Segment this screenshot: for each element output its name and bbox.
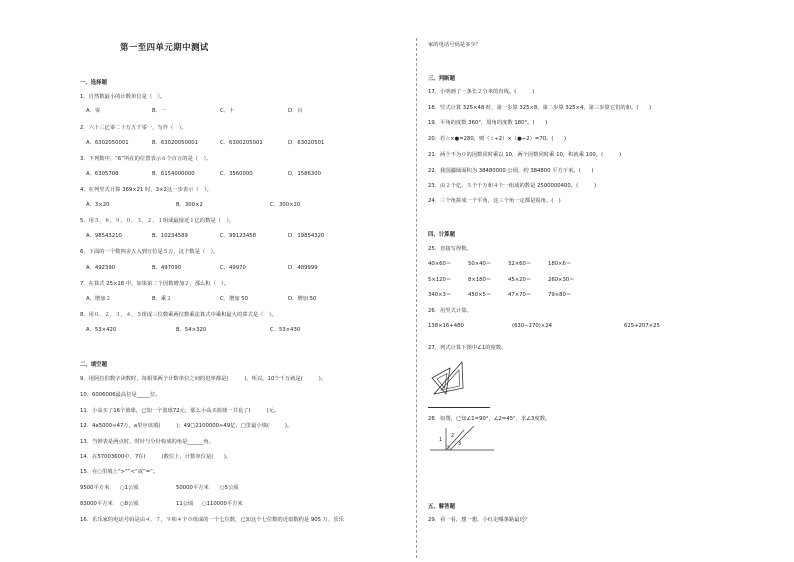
question-7: 7．在算式 25×18 中，如果第二个因数增加２，那么积（ ）。 xyxy=(80,281,230,287)
question-4: 4．在列竖式计算 369×21 时，3×2这一步表示（ ）。 xyxy=(80,187,212,193)
option: A．492390 xyxy=(86,265,116,271)
compare-item: 11公顷 xyxy=(176,501,194,507)
question-16-continued: 家的电话号码是多少？ xyxy=(428,42,481,48)
option: D．63020501 xyxy=(288,140,325,146)
compare-item: ○8公顷 xyxy=(120,501,139,507)
question-16: 16．乐乐家的电话号码是由４，７，９和４个０组成的一个七位数，已知这个七位数的近似数约是 905 万，乐乐 xyxy=(80,517,344,523)
calc-cell: 32×60＝ xyxy=(508,261,532,267)
compare-item: ○5公顷 xyxy=(220,485,239,491)
question-26: 26．用竖式计算。 xyxy=(428,308,472,314)
question-18: 18．竖式计算 325×48 时，第一步算 325×8，第二步算 325×4，第三步算它们的和。( ) xyxy=(428,105,652,111)
question-3: 3．下列数中，“6”所在的位置表示６个百万的是（ ）。 xyxy=(80,156,212,162)
page-title: 第一至四单元期中测试 xyxy=(120,42,209,52)
option: C．6300205001 xyxy=(220,140,263,146)
option: B．63020050001 xyxy=(152,140,199,146)
question-11: 11．小高买了16个篮球，已知一个篮球72元，那么小高买篮球一共花了( )元。 xyxy=(80,408,280,414)
question-27: 27．列式计算下图中∠1的度数。 xyxy=(428,345,507,351)
column-divider xyxy=(416,38,417,558)
angle-label-2: 2 xyxy=(451,433,455,439)
option: C．3560000 xyxy=(220,171,253,177)
vertical-calc: 138×16+480 xyxy=(428,323,464,329)
question-17: 17．小明画了一条长２分米的直线。( ) xyxy=(428,89,535,95)
vertical-calc: 625+207×25 xyxy=(624,323,660,329)
section-judge: 三、判断题 xyxy=(428,76,455,82)
option: D．489999 xyxy=(288,265,318,271)
calc-cell: 5×120＝ xyxy=(428,277,452,283)
option: A．53×420 xyxy=(86,327,117,333)
question-15: 15．在○里填上“>”“<”或“=”。 xyxy=(80,469,159,475)
calc-cell: 8×180＝ xyxy=(468,277,492,283)
question-20: 20．若☆×●=280，则（☆÷2）×（●÷2）=70。( ) xyxy=(428,136,567,142)
option: C．300×20 xyxy=(270,202,301,208)
question-13: 13．当钟表是两点时，时针与分针构成的角是______角。 xyxy=(80,439,214,445)
section-fill: 二、填空题 xyxy=(80,362,107,368)
option: C．49970 xyxy=(220,265,246,271)
section-calc: 四、计算题 xyxy=(428,232,455,238)
question-8: 8．用０，２，３，４，５组成三位数乘两位数乘法算式中乘积最大的算式是（ ）。 xyxy=(80,312,277,318)
question-22: 22．我国疆域面积为 38480000 公顷，约 384800 平方千米。( ) xyxy=(428,168,594,174)
option: B．54×320 xyxy=(176,327,207,333)
calc-cell: 45×20＝ xyxy=(508,277,532,283)
compare-item: 9500平方米 xyxy=(80,485,110,491)
calc-cell: 260×30＝ xyxy=(548,277,575,283)
question-10: 10．6006006最高位是_____位。 xyxy=(80,392,161,398)
option: C．增加 50 xyxy=(220,296,249,302)
question-9: 9．用阿拉伯数字读数时，每相邻两个计数单位之间的进率都是( )，所以，10个千万就是( )。 xyxy=(80,376,327,382)
calc-cell: 40×60＝ xyxy=(428,261,452,267)
option: A．98543210 xyxy=(86,233,122,239)
calc-cell: 450×5＝ xyxy=(468,292,492,298)
angle-label-3: 3 xyxy=(458,441,462,447)
question-25: 25．直接写得数。 xyxy=(428,246,472,252)
question-2: 2．六十三亿零二十万五千零一，写作（ ）。 xyxy=(80,125,187,131)
calc-cell: 180×6＝ xyxy=(548,261,572,267)
option: B．一 xyxy=(152,108,167,114)
question-29: 29．看一看，想一想，小红走哪条路最近？ xyxy=(428,517,531,523)
question-6: 6．下面的一个数四舍五入到万位是５万，这个数是（ ）。 xyxy=(80,249,219,255)
option: B．乘２ xyxy=(152,296,172,302)
section-solve: 五、解答题 xyxy=(428,504,455,510)
vertical-calc: (630−270)×24 xyxy=(512,323,552,329)
option: A．3×20 xyxy=(86,202,110,208)
question-24: 24．三个角拼成一个平角，这三个角一定都是锐角。( ) xyxy=(428,198,561,204)
compare-item: 50000平方米 xyxy=(176,485,209,491)
set-square-figure xyxy=(430,358,466,398)
calc-cell: 50×40＝ xyxy=(468,261,492,267)
option: C．十 xyxy=(220,108,235,114)
option: C．99123458 xyxy=(220,233,256,239)
calc-cell: 47×70＝ xyxy=(508,292,532,298)
option: B．497090 xyxy=(152,265,182,271)
left-column xyxy=(80,0,410,562)
question-28: 28．如图，已知∠1=90°，∠2=45°，求∠3度数。 xyxy=(428,416,551,422)
question-21: 21．两个不为０的因数同时乘以 10，两个因数同时乘 10，积就乘 100。( ) xyxy=(428,152,622,158)
question-1: 1．自然数最小的计数单位是（ ）。 xyxy=(80,94,166,100)
right-column xyxy=(428,0,728,562)
compare-item: ○1公顷 xyxy=(120,485,139,491)
calc-cell: 79×80＝ xyxy=(548,292,572,298)
option: A．增加２ xyxy=(86,296,111,302)
answer-line xyxy=(428,407,490,408)
option: D．19854320 xyxy=(288,233,325,239)
question-12: 12．4a5000≈47万，a里应该填( )；49□2100000≈49亿，□里最小填( )。 xyxy=(80,423,293,429)
option: D．增加 50 xyxy=(288,296,317,302)
option: A．零 xyxy=(86,108,101,114)
option: B．10234589 xyxy=(152,233,188,239)
section-choice: 一、选择题 xyxy=(80,80,107,86)
question-19: 19．平角的度数 360°，周角的度数 180°。( ) xyxy=(428,120,548,126)
option: C．53×430 xyxy=(270,327,301,333)
option: D．百 xyxy=(288,108,303,114)
option: B．300×2 xyxy=(176,202,203,208)
calc-cell: 340×3＝ xyxy=(428,292,452,298)
compare-item: 83000平方米 xyxy=(80,501,113,507)
question-23: 23．由２个亿、５个千万和４个一组成的数是 2500000400。( ) xyxy=(428,183,597,189)
option: B．6154000000 xyxy=(152,171,195,177)
option: D．1586300 xyxy=(288,171,321,177)
question-14: 14．在57003600中，7在( )数位上，计数单位是( )。 xyxy=(80,454,232,460)
option: A．6305708 xyxy=(86,171,119,177)
angle-label-1: 1 xyxy=(439,437,443,443)
option: A．6302050001 xyxy=(86,140,129,146)
question-5: 5．用５，８，９，０，３，２，１组成最接近１亿的数是（ ）。 xyxy=(80,218,235,224)
compare-item: ○110000平方米 xyxy=(202,501,243,507)
